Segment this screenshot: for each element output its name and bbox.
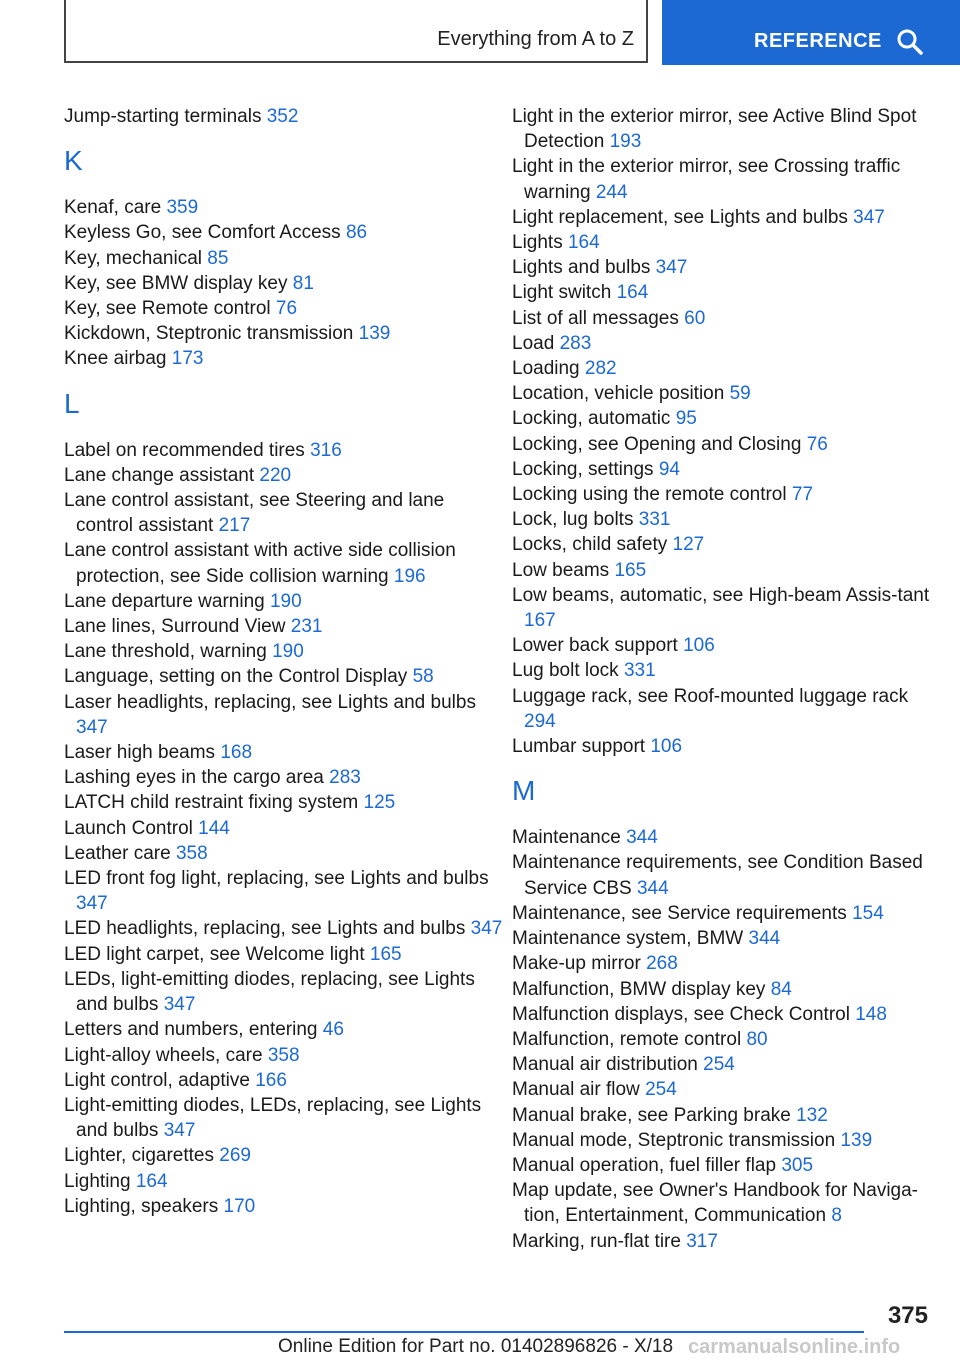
index-entry bbox=[512, 230, 942, 255]
page-link[interactable]: 164 bbox=[616, 282, 649, 304]
index-entry bbox=[512, 1027, 942, 1052]
index-entry bbox=[512, 901, 942, 926]
page-link[interactable]: 190 bbox=[269, 590, 302, 612]
index-entry bbox=[64, 942, 504, 967]
page-link[interactable]: 77 bbox=[791, 484, 814, 506]
index-entry bbox=[512, 951, 942, 976]
page-link[interactable]: 76 bbox=[806, 433, 828, 455]
page-link[interactable]: 165 bbox=[614, 559, 647, 581]
index-entry bbox=[64, 1143, 504, 1168]
index-entry-text: Label on recommended tires bbox=[64, 439, 305, 461]
index-entry bbox=[512, 381, 942, 406]
index-entry bbox=[512, 926, 942, 951]
page-link[interactable]: 347 bbox=[853, 206, 885, 228]
index-entry bbox=[64, 740, 504, 765]
index-entry bbox=[512, 1153, 942, 1178]
page-link[interactable]: 94 bbox=[658, 458, 680, 480]
chapter-title: Everything from A to Z bbox=[437, 28, 634, 50]
reference-tab-label: REFERENCE bbox=[754, 30, 882, 52]
index-entry-text: LATCH child restraint fixing system bbox=[64, 792, 359, 814]
index-entry-text: Manual air flow bbox=[512, 1079, 640, 1101]
index-entry bbox=[512, 1178, 942, 1228]
page-link[interactable]: 148 bbox=[855, 1003, 887, 1025]
page-link[interactable]: 59 bbox=[729, 383, 751, 405]
index-entry-text: Light switch bbox=[512, 282, 612, 304]
index-entry bbox=[512, 432, 942, 457]
page-link[interactable]: 316 bbox=[310, 439, 342, 461]
index-entry-text: Lighter, cigarettes bbox=[64, 1145, 214, 1167]
page-link[interactable]: 359 bbox=[166, 197, 199, 219]
index-entry bbox=[64, 841, 504, 866]
index-entry-text: Lashing eyes in the cargo area bbox=[64, 767, 324, 789]
index-entry-text: Locks, child safety bbox=[512, 534, 668, 556]
index-entry-text: LEDs, light-emitting diodes, replacing, see Lights and bulbs bbox=[64, 968, 475, 1016]
page-link[interactable]: 106 bbox=[683, 635, 715, 657]
index-entry-text: Launch Control bbox=[64, 817, 193, 839]
index-entry bbox=[512, 850, 942, 900]
index-entry bbox=[512, 255, 942, 280]
index-entry-text: Language, setting on the Control Display bbox=[64, 666, 408, 688]
index-entry-text: Locking, settings bbox=[512, 458, 654, 480]
page-link[interactable]: 190 bbox=[272, 641, 304, 663]
page-link[interactable]: 347 bbox=[655, 257, 688, 279]
index-entry bbox=[512, 558, 942, 583]
page-link[interactable]: 168 bbox=[220, 742, 253, 764]
index-entry bbox=[512, 1103, 942, 1128]
index-entry bbox=[64, 1194, 504, 1219]
index-entry bbox=[512, 1002, 942, 1027]
index-entry-text: Light replacement, see Lights and bulbs bbox=[512, 206, 848, 228]
index-entry bbox=[512, 1052, 942, 1077]
page-link[interactable]: 347 bbox=[163, 1120, 196, 1142]
index-entry-text: Lighting bbox=[64, 1170, 131, 1192]
page-link[interactable]: 127 bbox=[672, 534, 705, 556]
page-link[interactable]: 344 bbox=[626, 827, 658, 849]
index-entry bbox=[64, 765, 504, 790]
index-entry bbox=[64, 916, 504, 941]
page-link[interactable]: 254 bbox=[645, 1079, 677, 1101]
page-link[interactable]: 344 bbox=[748, 928, 781, 950]
index-entry-text: Lights bbox=[512, 232, 563, 254]
index-entry-text: Light-emitting diodes, LEDs, replacing, see Lights and bulbs bbox=[64, 1094, 482, 1142]
index-entry-text: Lane threshold, warning bbox=[64, 641, 267, 663]
index-entry bbox=[64, 589, 504, 614]
page-number: 375 bbox=[887, 1302, 928, 1329]
index-entry bbox=[64, 1093, 504, 1143]
page-header bbox=[0, 0, 960, 66]
index-entry bbox=[512, 1077, 942, 1102]
page-link[interactable]: 220 bbox=[259, 464, 292, 486]
index-entry bbox=[64, 1017, 504, 1042]
page-link[interactable]: 84 bbox=[770, 978, 792, 1000]
index-entry bbox=[64, 614, 504, 639]
page-link[interactable]: 8 bbox=[831, 1205, 842, 1227]
index-entry-text: LED front fog light, replacing, see Lights and bulbs bbox=[64, 868, 489, 890]
page-link[interactable]: 268 bbox=[646, 953, 678, 975]
page-link[interactable]: 173 bbox=[171, 348, 204, 370]
page-link[interactable]: 331 bbox=[623, 660, 656, 682]
index-entry bbox=[512, 734, 942, 759]
index-entry-text: Locking, automatic bbox=[512, 408, 671, 430]
index-entry-text: Maintenance system, BMW bbox=[512, 928, 744, 950]
index-entry bbox=[64, 488, 504, 538]
index-entry-text: Loading bbox=[512, 358, 580, 380]
index-entry-text: Malfunction, BMW display key bbox=[512, 978, 766, 1000]
index-entry-text: Lumbar support bbox=[512, 736, 646, 758]
index-entry-text: Map update, see Owner's Handbook for Naviga-tion, Entertainment, Communication bbox=[512, 1180, 919, 1227]
page-link[interactable]: 305 bbox=[781, 1154, 814, 1176]
index-entry bbox=[64, 816, 504, 841]
index-entry-text: Knee airbag bbox=[64, 348, 167, 370]
index-entry-text: Maintenance bbox=[512, 827, 621, 849]
index-entry bbox=[64, 639, 504, 664]
page-link[interactable]: 132 bbox=[796, 1104, 828, 1126]
page-link[interactable]: 166 bbox=[255, 1069, 287, 1091]
page-link[interactable]: 352 bbox=[266, 106, 299, 127]
index-entry-text: Lock, lug bolts bbox=[512, 509, 634, 531]
index-entry-text: LED headlights, replacing, see Lights and bulbs bbox=[64, 918, 466, 940]
index-entry-text: Light control, adaptive bbox=[64, 1069, 250, 1091]
header-title-box bbox=[64, 0, 648, 63]
watermark: carmanualsonline.info bbox=[688, 1336, 901, 1358]
index-entry-text: Maintenance requirements, see Condition Based Service CBS bbox=[512, 852, 923, 899]
page-link[interactable]: 244 bbox=[595, 181, 628, 203]
index-entry-text: Low beams bbox=[512, 559, 610, 581]
index-entry-text: Laser headlights, replacing, see Lights and bulbs bbox=[64, 691, 476, 713]
index-entry-text: Light in the exterior mirror, see Crossing traffic warning bbox=[512, 156, 901, 203]
index-column-right bbox=[512, 104, 942, 1254]
index-entry-text: Lane control assistant, see Steering and lane control assistant bbox=[64, 490, 445, 537]
index-entry bbox=[512, 1229, 942, 1254]
index-entry bbox=[512, 154, 942, 204]
index-entry-text: Light-alloy wheels, care bbox=[64, 1044, 263, 1066]
index-entry-text: Make-up mirror bbox=[512, 953, 641, 975]
index-entry bbox=[64, 690, 504, 740]
index-entry-text: Key, mechanical bbox=[64, 247, 202, 269]
index-entry-text: Lane departure warning bbox=[64, 590, 265, 612]
index-entry-text: Letters and numbers, entering bbox=[64, 1019, 318, 1041]
index-entry-text: Jump-starting terminals bbox=[64, 106, 262, 127]
index-entry bbox=[512, 331, 942, 356]
index-entry-text: Key, see Remote control bbox=[64, 298, 271, 320]
page-link[interactable]: 46 bbox=[322, 1019, 344, 1041]
index-entry bbox=[64, 438, 504, 463]
index-entry-text: Manual mode, Steptronic transmission bbox=[512, 1129, 836, 1151]
index-entry bbox=[64, 463, 504, 488]
index-entry bbox=[512, 633, 942, 658]
footer-edition: Online Edition for Part no. 01402896826 - X/18 bbox=[278, 1336, 674, 1357]
index-entry bbox=[512, 356, 942, 381]
index-entry-text: Luggage rack, see Roof-mounted luggage rack bbox=[512, 685, 909, 707]
index-entry-text: Locking using the remote control bbox=[512, 484, 787, 506]
index-entry-text: Location, vehicle position bbox=[512, 383, 725, 405]
index-entry-text: Manual brake, see Parking brake bbox=[512, 1104, 791, 1126]
page-link[interactable]: 60 bbox=[684, 307, 706, 329]
page-link[interactable]: 167 bbox=[524, 610, 556, 632]
index-entry-text: Lighting, speakers bbox=[64, 1195, 219, 1217]
index-column-left bbox=[64, 104, 504, 1219]
page-link[interactable]: 358 bbox=[267, 1044, 300, 1066]
index-entry-text: Malfunction displays, see Check Control bbox=[512, 1003, 850, 1025]
page-link[interactable]: 193 bbox=[609, 131, 642, 153]
index-entry bbox=[512, 532, 942, 557]
page-link[interactable]: 196 bbox=[393, 565, 426, 587]
index-entry bbox=[512, 406, 942, 431]
page-link[interactable]: 347 bbox=[163, 994, 196, 1016]
index-entry-text: LED light carpet, see Welcome light bbox=[64, 943, 365, 965]
page-link[interactable]: 139 bbox=[358, 323, 391, 345]
index-entry bbox=[512, 205, 942, 230]
index-entry-text: Kenaf, care bbox=[64, 197, 162, 219]
index-entry-text: Manual operation, fuel filler flap bbox=[512, 1154, 777, 1176]
index-entry-text: Lane control assistant with active side collision protection, see Side collision warning bbox=[64, 540, 456, 587]
reference-tab[interactable] bbox=[662, 0, 960, 65]
page-link[interactable]: 331 bbox=[638, 509, 671, 531]
page-link[interactable]: 347 bbox=[470, 918, 503, 940]
page-link[interactable]: 347 bbox=[76, 893, 108, 915]
page-link[interactable]: 125 bbox=[363, 792, 396, 814]
index-entry-text: Manual air distribution bbox=[512, 1054, 698, 1076]
index-entry bbox=[64, 664, 504, 689]
page-link[interactable]: 144 bbox=[198, 817, 230, 839]
index-entry bbox=[512, 658, 942, 683]
page-link[interactable]: 217 bbox=[218, 515, 251, 537]
index-entry-text: Key, see BMW display key bbox=[64, 272, 288, 294]
footer-divider bbox=[64, 1331, 864, 1333]
page-link[interactable]: 95 bbox=[675, 408, 697, 430]
index-entry bbox=[64, 346, 504, 371]
page-link[interactable]: 80 bbox=[746, 1028, 768, 1050]
index-entry bbox=[64, 1068, 504, 1093]
page-link[interactable]: 86 bbox=[345, 222, 368, 244]
index-entry bbox=[64, 271, 504, 296]
page-link[interactable]: 170 bbox=[223, 1195, 256, 1217]
index-entry-text: Lights and bulbs bbox=[512, 257, 651, 279]
page-link[interactable]: 81 bbox=[292, 272, 314, 294]
page-link[interactable]: 347 bbox=[76, 716, 108, 738]
page-link[interactable]: 139 bbox=[840, 1129, 873, 1151]
page-link[interactable]: 358 bbox=[175, 842, 208, 864]
page-link[interactable]: 269 bbox=[219, 1145, 251, 1167]
index-entry bbox=[64, 104, 504, 129]
page-link[interactable]: 282 bbox=[584, 358, 617, 380]
index-entry-text: Locking, see Opening and Closing bbox=[512, 433, 802, 455]
page-link[interactable]: 154 bbox=[852, 902, 884, 924]
index-entry bbox=[512, 825, 942, 850]
index-entry bbox=[64, 296, 504, 321]
index-entry bbox=[64, 1043, 504, 1068]
index-entry bbox=[512, 684, 942, 734]
index-entry-text: Lane change assistant bbox=[64, 464, 255, 486]
page-link[interactable]: 165 bbox=[369, 943, 402, 965]
index-entry-text: Malfunction, remote control bbox=[512, 1028, 742, 1050]
index-entry-text: Maintenance, see Service requirements bbox=[512, 902, 847, 924]
index-letter-heading: M bbox=[512, 775, 536, 807]
index-entry bbox=[64, 321, 504, 346]
index-entry bbox=[64, 1169, 504, 1194]
index-entry-text: Lower back support bbox=[512, 635, 678, 657]
index-entry-text: List of all messages bbox=[512, 307, 679, 329]
index-entry bbox=[512, 482, 942, 507]
index-entry-text: Keyless Go, see Comfort Access bbox=[64, 222, 341, 244]
page-link[interactable]: 344 bbox=[636, 877, 669, 899]
index-entry-text: Laser high beams bbox=[64, 742, 216, 764]
page-link[interactable]: 231 bbox=[290, 616, 323, 638]
index-entry bbox=[64, 866, 504, 916]
index-entry bbox=[64, 790, 504, 815]
index-entry bbox=[512, 306, 942, 331]
page-link[interactable]: 106 bbox=[650, 736, 683, 758]
index-entry-text: Load bbox=[512, 332, 555, 354]
index-entry bbox=[512, 1128, 942, 1153]
page-link[interactable]: 254 bbox=[703, 1054, 735, 1076]
index-entry bbox=[64, 538, 504, 588]
index-entry-text: Lane lines, Surround View bbox=[64, 616, 286, 638]
page-link[interactable]: 294 bbox=[524, 710, 556, 732]
index-entry-text: Light in the exterior mirror, see Active Blind Spot Detection bbox=[512, 106, 917, 153]
index-entry bbox=[512, 280, 942, 305]
page-link[interactable]: 85 bbox=[207, 247, 229, 269]
index-entry bbox=[512, 507, 942, 532]
index-entry-text: Kickdown, Steptronic transmission bbox=[64, 323, 354, 345]
search-icon[interactable] bbox=[896, 28, 924, 56]
index-entry-text: Lug bolt lock bbox=[512, 660, 619, 682]
index-entry-text: Marking, run-flat tire bbox=[512, 1230, 681, 1252]
index-letter-heading: K bbox=[64, 145, 83, 177]
page-link[interactable]: 317 bbox=[686, 1230, 718, 1252]
index-entry bbox=[512, 104, 942, 154]
page-link[interactable]: 283 bbox=[559, 332, 592, 354]
index-entry bbox=[512, 457, 942, 482]
page-link[interactable]: 164 bbox=[567, 232, 600, 254]
index-letter-heading: L bbox=[64, 387, 80, 419]
index-entry bbox=[64, 195, 504, 220]
page-link[interactable]: 164 bbox=[135, 1170, 168, 1192]
page-link[interactable]: 283 bbox=[329, 767, 361, 789]
index-entry-text: Low beams, automatic, see High-beam Assis-tant bbox=[512, 584, 930, 606]
page-link[interactable]: 58 bbox=[412, 666, 434, 688]
index-entry bbox=[512, 583, 942, 633]
index-entry bbox=[64, 246, 504, 271]
index-entry-text: Leather care bbox=[64, 842, 171, 864]
index-entry bbox=[64, 967, 504, 1017]
page-link[interactable]: 76 bbox=[275, 298, 298, 320]
index-entry bbox=[64, 220, 504, 245]
index-entry bbox=[512, 977, 942, 1002]
